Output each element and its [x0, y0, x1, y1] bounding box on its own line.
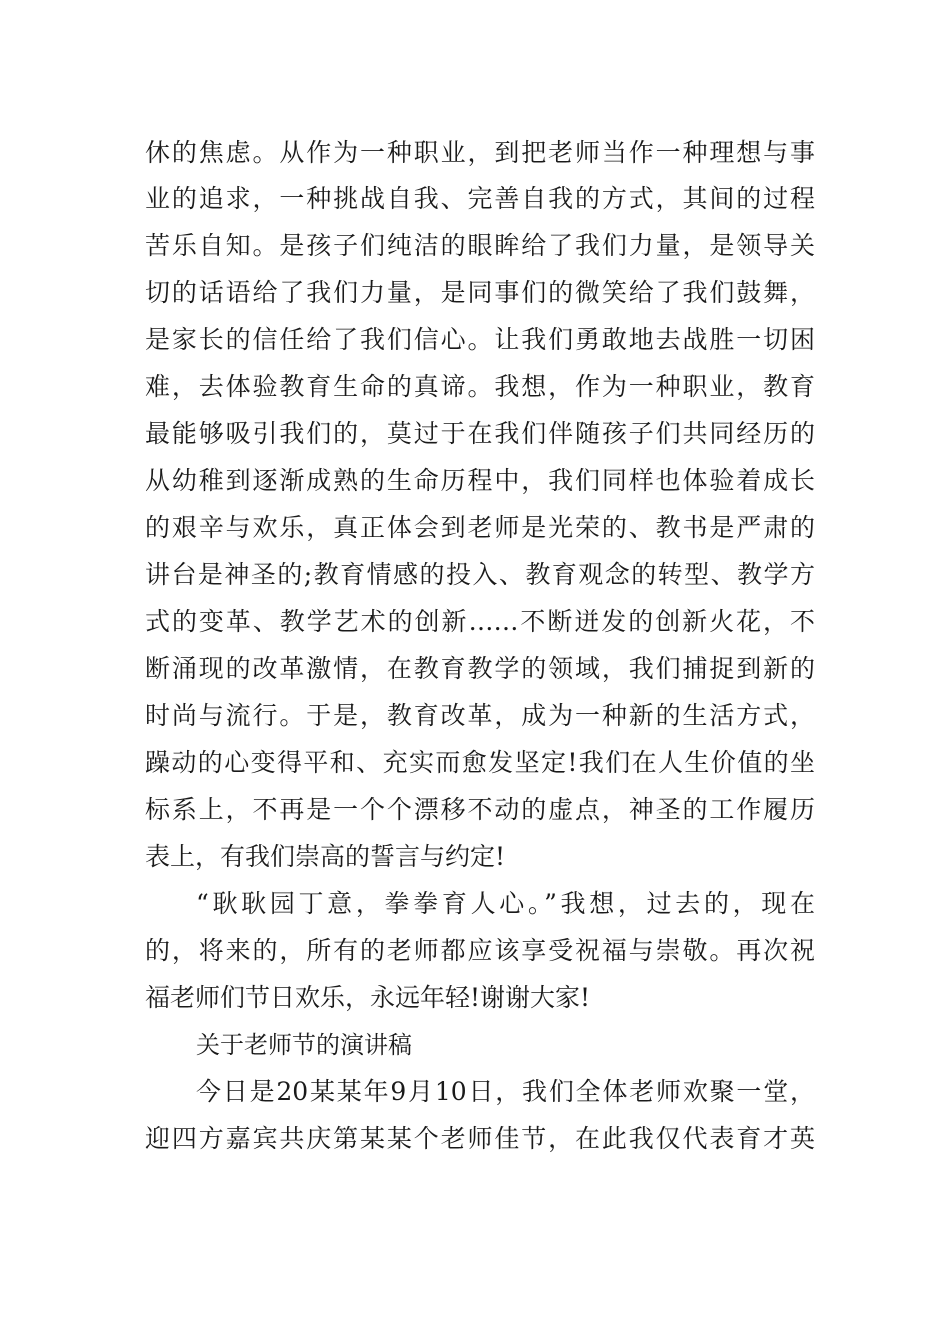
body-line: 休的焦虑。从作为一种职业，到把老师当作一种理想与事	[145, 138, 815, 167]
section-heading: 关于老师节的演讲稿	[196, 1031, 412, 1059]
body-line: 苦乐自知。是孩子们纯洁的眼眸给了我们力量，是领导关	[145, 231, 815, 260]
body-line: 标系上，不再是一个个漂移不动的虚点，神圣的工作履历	[145, 795, 815, 824]
body-line: 躁动的心变得平和、充实而愈发坚定!我们在人生价值的坐	[145, 748, 815, 777]
body-line: 断涌现的改革激情，在教育教学的领域，我们捕捉到新的	[145, 654, 815, 683]
body-line: 最能够吸引我们的，莫过于在我们伴随孩子们共同经历的	[145, 419, 815, 448]
body-line: 切的话语给了我们力量，是同事们的微笑给了我们鼓舞，	[145, 278, 815, 307]
body-line: 是家长的信任给了我们信心。让我们勇敢地去战胜一切困	[145, 325, 815, 354]
body-line: 福老师们节日欢乐，永远年轻!谢谢大家!	[145, 983, 591, 1012]
body-line: 业的追求，一种挑战自我、完善自我的方式，其间的过程	[145, 184, 815, 213]
body-line: 今日是20某某年9月10日，我们全体老师欢聚一堂，	[196, 1077, 815, 1106]
body-line: 的艰辛与欢乐，真正体会到老师是光荣的、教书是严肃的	[145, 513, 815, 542]
body-line: 迎四方嘉宾共庆第某某个老师佳节，在此我仅代表育才英	[145, 1124, 815, 1153]
body-line: 难，去体验教育生命的真谛。我想，作为一种职业，教育	[145, 372, 815, 401]
body-line: 讲台是神圣的;教育情感的投入、教育观念的转型、教学方	[145, 560, 815, 589]
body-line: 式的变革、教学艺术的创新……不断迸发的创新火花，不	[145, 607, 815, 636]
body-line: 时尚与流行。于是，教育改革，成为一种新的生活方式，	[145, 701, 815, 730]
body-line: 的，将来的，所有的老师都应该享受祝福与崇敬。再次祝	[145, 936, 815, 965]
body-line: 表上，有我们崇高的誓言与约定!	[145, 842, 506, 871]
body-line: “耿耿园丁意，拳拳育人心。”我想，过去的，现在	[196, 889, 815, 918]
body-line: 从幼稚到逐渐成熟的生命历程中，我们同样也体验着成长	[145, 466, 815, 495]
